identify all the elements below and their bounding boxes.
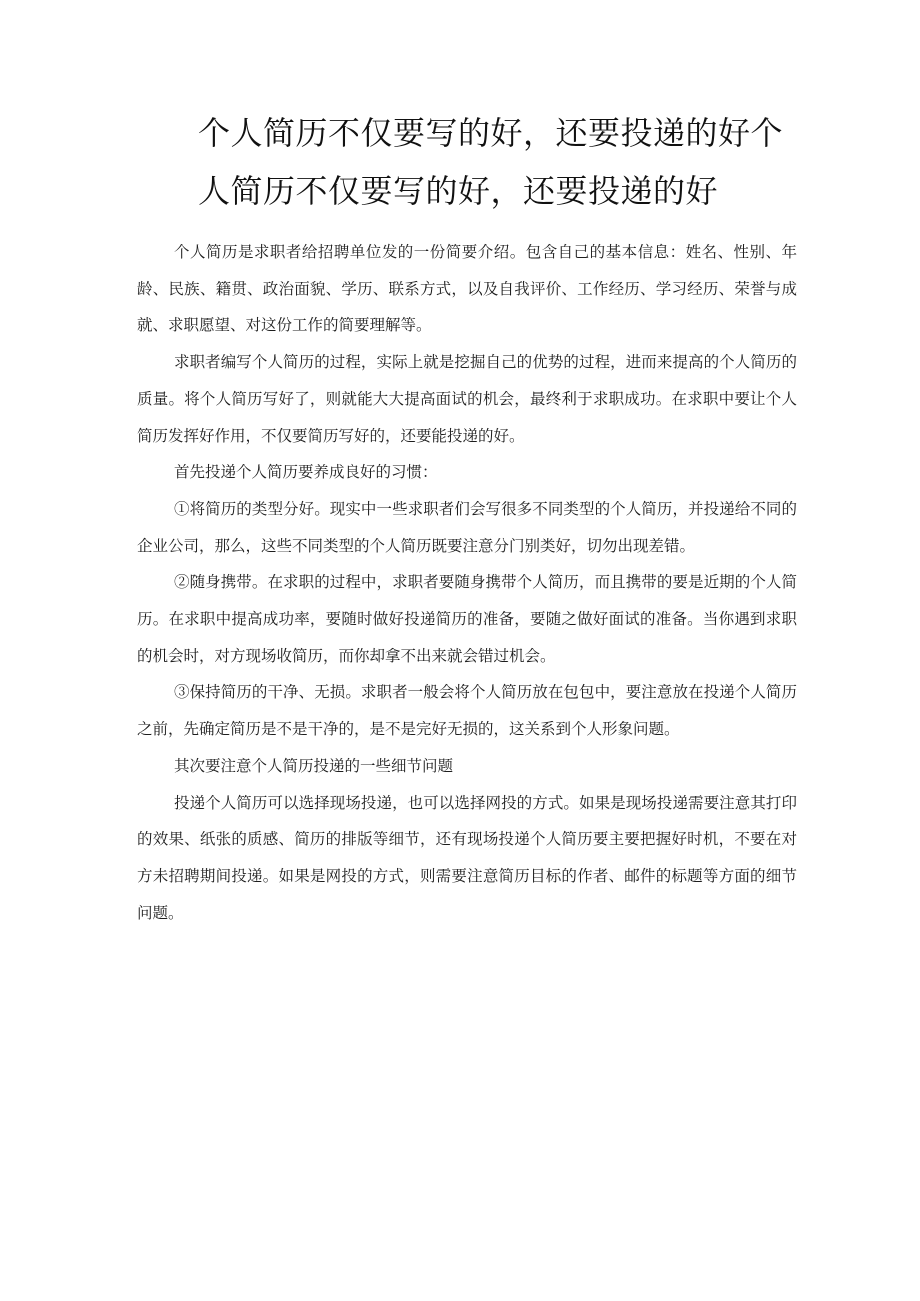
paragraph-delivery-details: 投递个人简历可以选择现场投递，也可以选择网投的方式。如果是现场投递需要注意其打印的效果、纸张的质感、简历的排版等细节，还有现场投递个人简历要主要把握好时机，不要在对方未招聘期间投递。如果是网投的方式，则需要注意简历目标的作者、邮件的标题等方面的细节问题。	[137, 793, 797, 922]
document-title: 个人简历不仅要写的好，还要投递的好个人简历不仅要写的好，还要投递的好	[198, 114, 784, 210]
paragraph-intro: 个人简历是求职者给招聘单位发的一份简要介绍。包含自己的基本信息：姓名、性别、年龄、民族、籍贯、政治面貌、学历、联系方式，以及自我评价、工作经历、学习经历、荣誉与成就、求职愿望、对这份工作的简要理解等。	[137, 243, 797, 335]
paragraph-habit-1: ①将简历的类型分好。现实中一些求职者们会写很多不同类型的个人简历，并投递给不同的企业公司，那么，这些不同类型的个人简历既要注意分门别类好，切勿出现差错。	[137, 499, 797, 555]
document-body	[137, 234, 797, 931]
paragraph-habit-2: ②随身携带。在求职的过程中，求职者要随身携带个人简历，而且携带的要是近期的个人简历。在求职中提高成功率，要随时做好投递简历的准备，要随之做好面试的准备。当你遇到求职的机会时，对方现场收简历，而你却拿不出来就会错过机会。	[137, 573, 797, 665]
paragraph-details-heading: 其次要注意个人简历投递的一些细节问题	[174, 756, 454, 775]
paragraph-habit-3: ③保持简历的干净、无损。求职者一般会将个人简历放在包包中，要注意放在投递个人简历之前，先确定简历是不是干净的，是不是完好无损的，这关系到个人形象问题。	[137, 683, 797, 739]
paragraph-writing-process: 求职者编写个人简历的过程，实际上就是挖掘自己的优势的过程，进而来提高的个人简历的质量。将个人简历写好了，则就能大大提高面试的机会，最终利于求职成功。在求职中要让个人简历发挥好作用，不仅要简历写好的，还要能投递的好。	[137, 353, 797, 445]
paragraph-habits-heading: 首先投递个人简历要养成良好的习惯：	[174, 463, 438, 482]
